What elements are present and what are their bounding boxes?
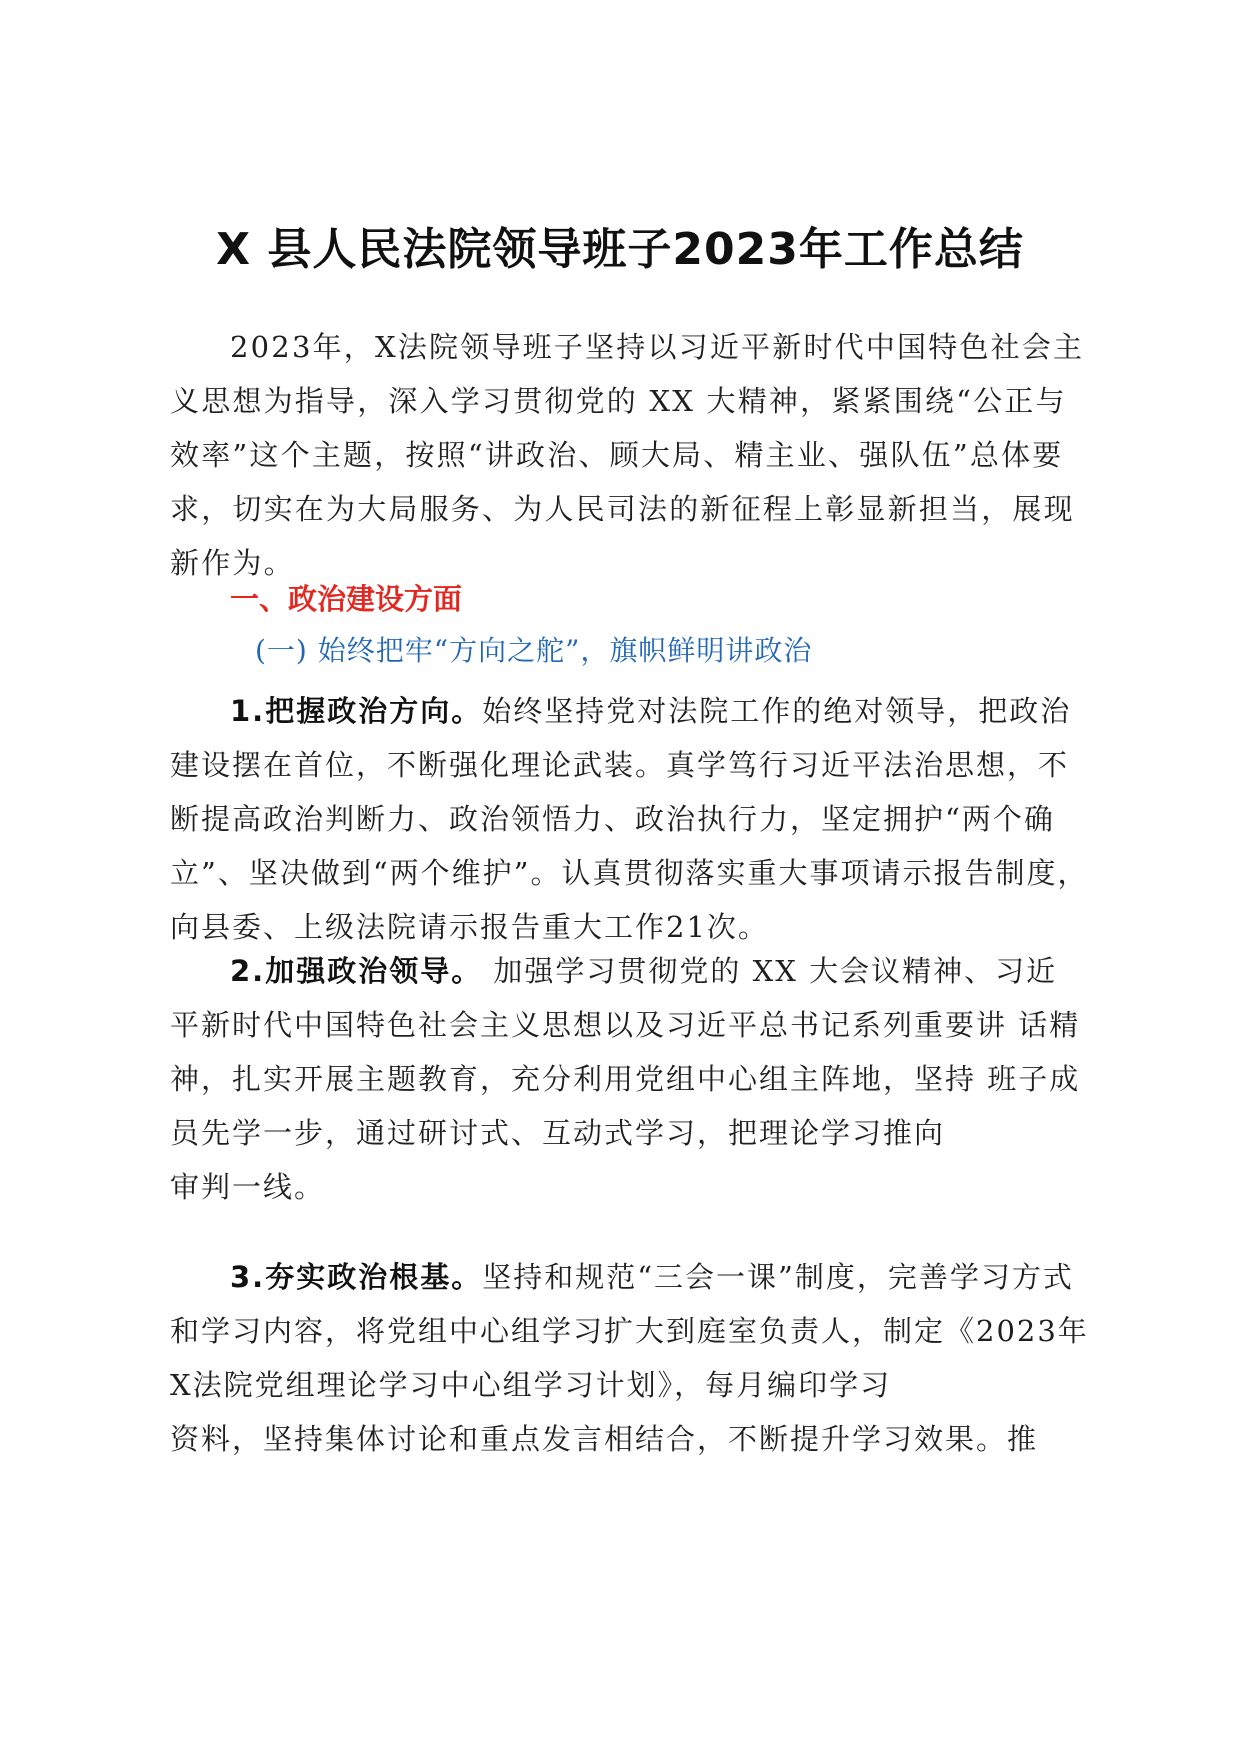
item-lead-2: 2.加强政治领导。	[230, 954, 483, 988]
item-text-3: 坚持和规范“三会一课”制度，完善学习方式和学习内容，将党组中心组学习扩大到庭室负责人，制定《2023年 X法院党组理论学习中心组学习计划》，每月编印学习	[170, 1260, 1089, 1402]
item-lead-1: 1.把握政治方向。	[230, 694, 483, 728]
item-tail-3: 资料，坚持集体讨论和重点发言相结合，不断提升学习效果。推	[170, 1422, 1039, 1456]
section-heading: 一、政治建设方面	[230, 582, 463, 616]
item-tail-2: 审判一线。	[170, 1170, 326, 1204]
item-paragraph-2	[170, 944, 1090, 1214]
item-lead-3: 3.夯实政治根基。	[230, 1260, 483, 1294]
subsection-heading: (一) 始终把牢“方向之舵”，旗帜鲜明讲政治	[255, 634, 813, 667]
intro-paragraph: 2023年，X法院领导班子坚持以习近平新时代中国特色社会主义思想为指导，深入学习贯彻党的 XX 大精神，紧紧围绕“公正与效率”这个主题，按照“讲政治、顾大局、精主业、强队伍”总体要求，切实在为大局服务、为人民司法的新征程上彰显新担当，展现新作为。	[170, 330, 1085, 580]
document-title: X 县人民法院领导班子2023年工作总结	[216, 224, 1024, 275]
item-paragraph-1	[170, 684, 1090, 954]
item-text-1: 始终坚持党对法院工作的绝对领导，把政治建设摆在首位，不断强化理论武装。真学笃行习近平法治思想，不断提高政治判断力、政治领悟力、政治执行力，坚定拥护“两个确立”、坚决做到“两个维护”。认真贯彻落实重大事项请示报告制度，向县委、上级法院请示报告重大工作21次。	[170, 694, 1089, 944]
item-text-2: 加强学习贯彻党的 XX 大会议精神、习近 平新时代中国特色社会主义思想以及习近平总书记系列重要讲 话精神，扎实开展主题教育，充分利用党组中心组主阵地，坚持 班子成员先学一步，通过研讨式、互动式学习，把理论学习推向	[170, 954, 1081, 1150]
item-paragraph-3	[170, 1250, 1090, 1466]
